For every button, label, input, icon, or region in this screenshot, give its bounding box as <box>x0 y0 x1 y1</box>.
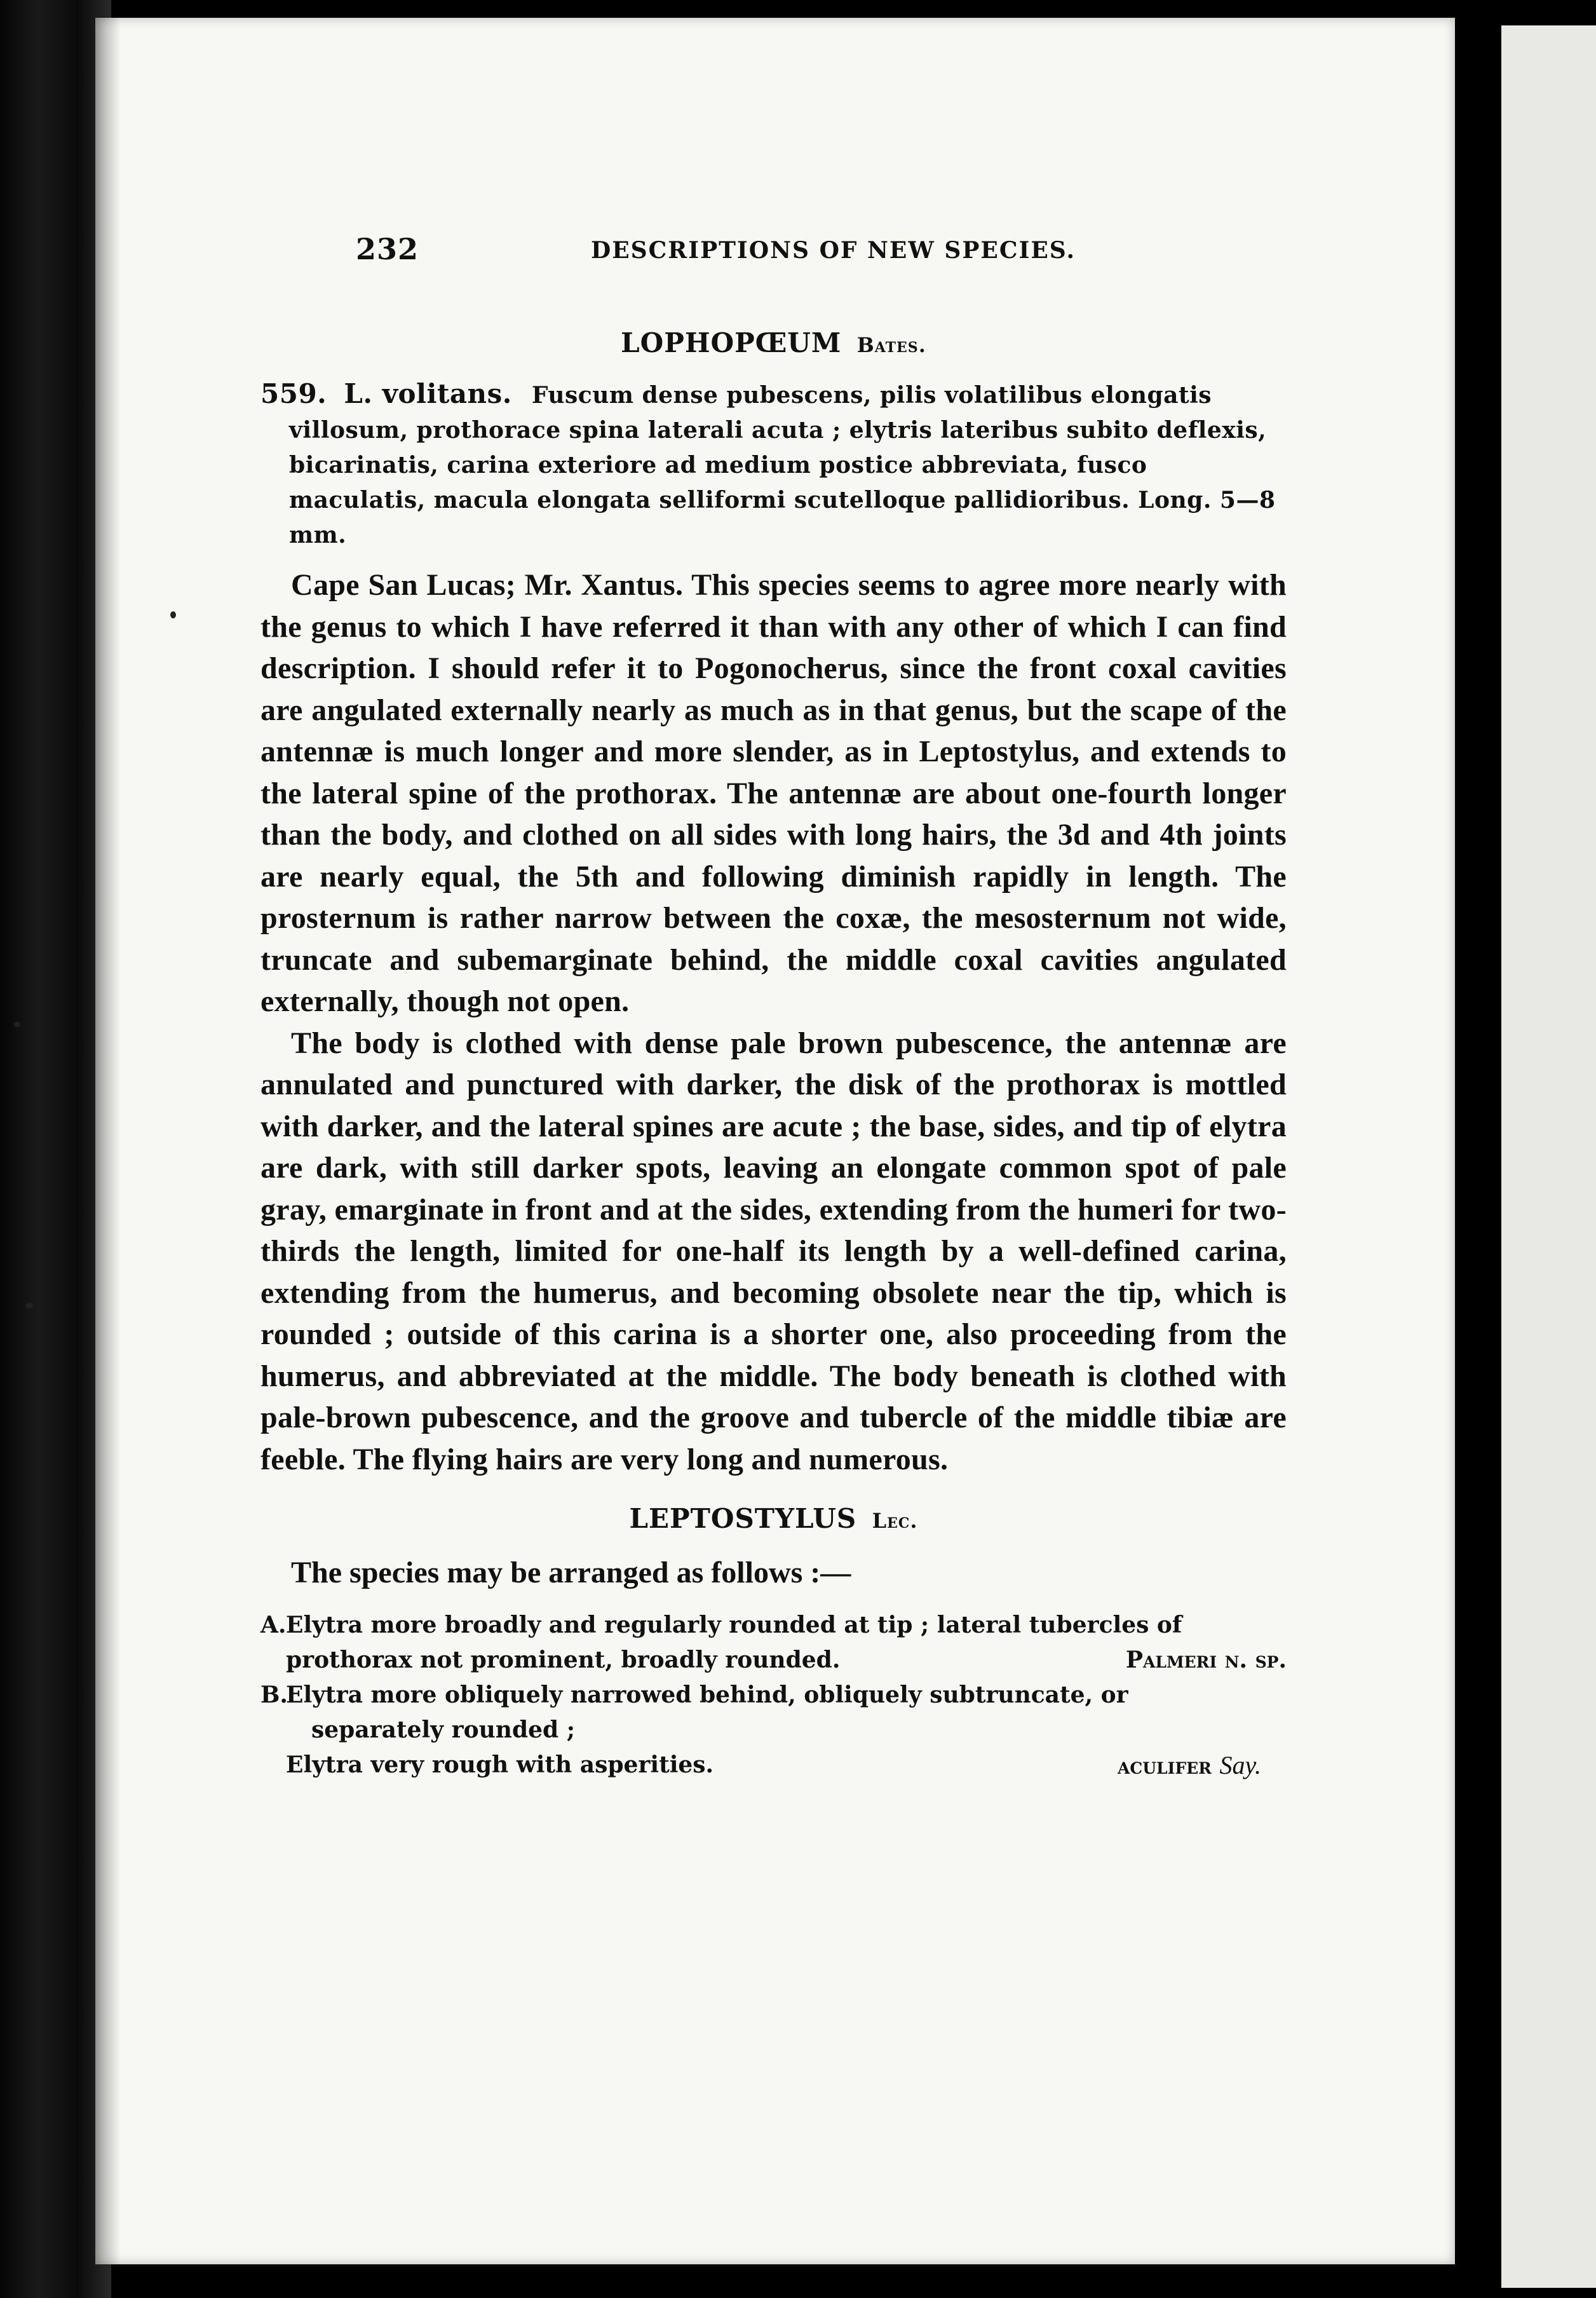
facing-page-edge <box>1490 25 1596 2288</box>
key-sub-text: Elytra very rough with asperities. <box>286 1751 714 1778</box>
key-line <box>286 1643 1287 1678</box>
gutter-shadow <box>95 18 121 2264</box>
ink-speck <box>14 1022 20 1027</box>
key-sub-result <box>1118 1748 1261 1784</box>
species-diagnosis: Fuscum dense pubescens, pilis volatilibus elongatis villosum, prothorace spina laterali acuta ; elytris lateribus subito deflexis, bicarinatis, carina exteriore ad medium postice abbreviata, fusco maculatis, macula elongata selliformi scutelloque pallidioribus. Long. 5—8 mm. <box>289 382 1276 548</box>
key-item-a <box>260 1608 1287 1678</box>
key-text: separately rounded ; <box>311 1717 576 1743</box>
key-text: prothorax not prominent, broadly rounded. <box>286 1647 841 1673</box>
running-head <box>260 232 1287 270</box>
key-letter: A. <box>260 1612 287 1638</box>
genus-heading-leptostylus <box>260 1503 1287 1534</box>
ink-speck <box>170 611 176 618</box>
species-authority: Say. <box>1219 1751 1261 1779</box>
scan-border-left <box>0 0 111 2298</box>
key-text: Elytra more broadly and regularly rounded at tip ; lateral tubercles of <box>286 1612 1182 1638</box>
section-gap <box>260 1480 1287 1503</box>
key-intro: The species may be arranged as follows :— <box>291 1556 851 1589</box>
ink-speck <box>25 1303 33 1309</box>
key-item-b <box>260 1678 1287 1748</box>
running-title: DESCRIPTIONS OF NEW SPECIES. <box>591 237 1076 264</box>
genus-author: Lec. <box>872 1509 918 1533</box>
page-content <box>260 232 1287 1784</box>
species-epithet: aculifer <box>1117 1753 1212 1779</box>
genus-name: LEPTOSTYLUS <box>629 1503 857 1534</box>
genus-name: LOPHOPŒUM <box>621 327 842 358</box>
species-name: L. volitans. <box>344 378 512 409</box>
genus-heading-lophopoeum <box>260 327 1287 358</box>
key-text: Elytra more obliquely narrowed behind, obliquely subtruncate, or <box>286 1682 1128 1708</box>
species-description <box>260 376 1287 553</box>
page-number: 232 <box>356 232 419 266</box>
key-letter: B. <box>260 1682 288 1708</box>
key-sub-item <box>260 1748 1287 1784</box>
key-result: Palmeri n. sp. <box>1125 1647 1287 1673</box>
body-paragraph-2: The body is clothed with dense pale brown pubescence, the antennæ are annulated and punctured with darker, the disk of the prothorax is mottled with darker, and the lateral spines are acute ; the base, sides, and tip of elytra are dark, with still darker spots, leaving an elongate common spot of pale gray, emarginate in front and at the sides, extending from the humeri for two-thirds the length, limited for one-half its length by a well-defined carina, extending from the humerus, and becoming obsolete near the tip, which is rounded ; outside of this carina is a shorter one, also proceeding from the humerus, and abbreviated at the middle. The body beneath is clothed with pale-brown pubescence, and the groove and tubercle of the middle tibiæ are feeble. The flying hairs are very long and numerous. <box>260 1026 1287 1476</box>
body-paragraph-1: Cape San Lucas; Mr. Xantus. This species seems to agree more nearly with the genus to which I have referred it than with any other of which I can find description. I should refer it to Pogonocherus, since the front coxal cavities are angulated externally nearly as much as in that genus, but the scape of the antennæ is much longer and more slender, as in Leptostylus, and extends to the lateral spine of the prothorax. The antennæ are about one-fourth longer than the body, and clothed on all sides with long hairs, the 3d and 4th joints are nearly equal, the 5th and following diminish rapidly in length. The prosternum is rather narrow between the coxæ, the mesosternum not wide, truncate and subemarginate behind, the middle coxal cavities angulated externally, though not open. <box>260 568 1287 1018</box>
species-number: 559. <box>260 378 327 409</box>
genus-author: Bates. <box>856 333 926 357</box>
